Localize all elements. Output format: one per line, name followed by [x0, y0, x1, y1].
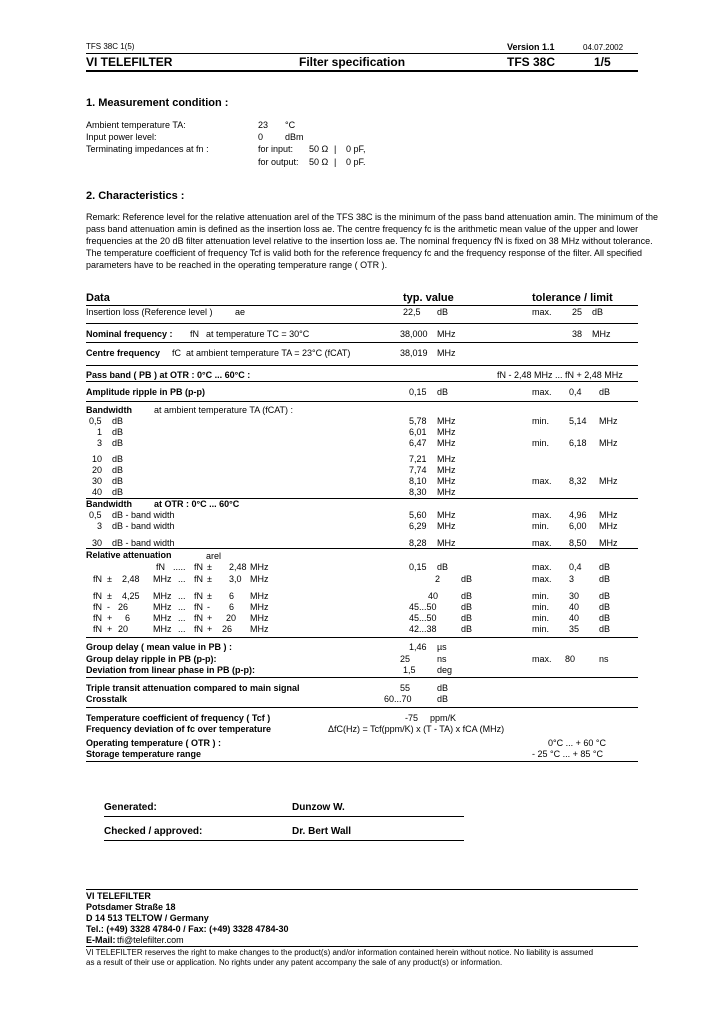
- nominal-cond: at temperature TC = 30°C: [206, 329, 310, 339]
- relatt-pm: +: [207, 624, 213, 634]
- relatt-lim: max.: [532, 574, 552, 584]
- footer-email-link[interactable]: tfi@telefilter.com: [117, 935, 184, 945]
- relatt-unit: dB: [461, 574, 473, 584]
- section1-heading: 1. Measurement condition :: [86, 97, 229, 109]
- relatt-unit: dB: [461, 591, 473, 601]
- insertion-loss-limval: 25: [572, 307, 583, 317]
- bw-amb-lvl: 3: [97, 438, 103, 448]
- ambient-temp-value: 23: [258, 120, 269, 130]
- ripple-label: Amplitude ripple in PB (p-p): [86, 387, 205, 397]
- relatt-limunit: dB: [599, 574, 611, 584]
- relatt-lim: min.: [532, 591, 550, 601]
- bw-amb-limunit: MHz: [599, 476, 618, 486]
- bw-amb-unit: MHz: [437, 416, 456, 426]
- relatt-val: 40: [428, 591, 439, 601]
- gd-label: Group delay ( mean value in PB ) :: [86, 642, 233, 652]
- bw-otr-limval: 8,50: [569, 538, 587, 548]
- bw-amb-cond: at ambient temperature TA (fCAT) :: [154, 405, 294, 415]
- relatt-fu: MHz: [250, 624, 269, 634]
- bw-amb-lim: max.: [532, 476, 552, 486]
- relatt-f2: fN: [194, 591, 203, 601]
- impedance-output-sep: |: [334, 157, 337, 167]
- generated-label: Generated:: [104, 802, 157, 813]
- bw-amb-lvl: 1: [97, 427, 103, 437]
- relatt-f1: fN: [93, 613, 102, 623]
- relatt-limval: 0,4: [569, 562, 582, 572]
- input-power-unit: dBm: [285, 132, 304, 142]
- bw-otr-lvl: 3: [97, 521, 103, 531]
- remark-line-3: frequencies at the 20 dB filter attenuation level relative to the insertion loss ae. The nominal frequency fN is fixed on 38 MHz without tolerance.: [86, 236, 653, 246]
- insertion-loss-unit: dB: [437, 307, 449, 317]
- relatt-f1: fN: [93, 602, 102, 612]
- ripple-limunit: dB: [599, 387, 611, 397]
- impedance-input-ohm: 50 Ω: [309, 144, 329, 154]
- relatt-f3: 6: [229, 591, 235, 601]
- bw-otr-label: Bandwidth: [86, 499, 132, 509]
- crosstalk-label: Crosstalk: [86, 694, 128, 704]
- relatt-fu: MHz: [250, 562, 269, 572]
- relatt-val: 45...50: [409, 602, 437, 612]
- bw-amb-lvl: 40: [92, 487, 103, 497]
- bw-amb-unit: MHz: [437, 427, 456, 437]
- relatt-dots: .....: [173, 562, 186, 572]
- bw-amb-unit: MHz: [437, 465, 456, 475]
- remark-line-4: The temperature coefficient of frequency Tcf is valid both for the reference frequency fc and the frequency response of the filter. All specified: [86, 248, 642, 258]
- relatt-fu: MHz: [250, 591, 269, 601]
- bw-otr-limval: 4,96: [569, 510, 587, 520]
- bw-amb-val: 6,47: [409, 438, 427, 448]
- remark-line-5: parameters have to be reached in the operating temperature range ( OTR ).: [86, 260, 388, 270]
- relatt-f1: fN: [93, 624, 102, 634]
- impedance-input-sep: |: [334, 144, 337, 154]
- impedance-output-label: for output:: [258, 157, 299, 167]
- bw-amb-unit: MHz: [437, 454, 456, 464]
- checked-name: Dr. Bert Wall: [292, 826, 352, 837]
- relatt-unit: dB: [461, 613, 473, 623]
- relatt-unit: dB: [461, 602, 473, 612]
- bw-amb-val: 6,01: [409, 427, 427, 437]
- relatt-limunit: dB: [599, 613, 611, 623]
- ripple-limval: 0,4: [569, 387, 582, 397]
- relatt-f0: 26: [118, 602, 129, 612]
- disclaimer-line-2: as a result of their use or application. No rights under any patent accompany the sale of any product(s) or information.: [86, 958, 503, 967]
- footer-company: VI TELEFILTER: [86, 891, 151, 901]
- input-power-value: 0: [258, 132, 264, 142]
- bw-otr-u: dB - band width: [112, 538, 175, 548]
- relatt-val: 45...50: [409, 613, 437, 623]
- col-data: Data: [86, 292, 110, 304]
- bw-otr-unit: MHz: [437, 510, 456, 520]
- page-number: 1/5: [594, 55, 611, 69]
- relatt-limval: 30: [569, 591, 580, 601]
- passband-label: Pass band ( PB ) at OTR : 0°C ... 60°C :: [86, 370, 251, 380]
- gd-ripple-limval: 80: [565, 654, 576, 664]
- storage-label: Storage temperature range: [86, 749, 202, 759]
- ripple-val: 0,15: [409, 387, 427, 397]
- relatt-lim: min.: [532, 624, 550, 634]
- disclaimer-line-1: VI TELEFILTER reserves the right to make changes to the product(s) and/or information contained herein without notice. No liability is assumed: [86, 948, 594, 957]
- relatt-val: 42...38: [409, 624, 437, 634]
- bw-otr-unit: MHz: [437, 538, 456, 548]
- relatt-limunit: dB: [599, 591, 611, 601]
- insertion-loss-sym: ae: [235, 307, 246, 317]
- gd-ripple-lim: max.: [532, 654, 552, 664]
- bw-amb-val: 5,78: [409, 416, 427, 426]
- bw-amb-u: dB: [112, 454, 124, 464]
- bw-amb-u: dB: [112, 465, 124, 475]
- gd-unit: µs: [437, 642, 447, 652]
- impedance-output-pf: 0 pF.: [346, 157, 366, 167]
- bw-otr-limunit: MHz: [599, 521, 618, 531]
- relatt-pm: ±: [207, 562, 212, 572]
- relatt-f1: fN: [156, 562, 165, 572]
- relatt-limval: 35: [569, 624, 580, 634]
- ambient-temp-unit: °C: [285, 120, 296, 130]
- bw-amb-lvl: 20: [92, 465, 103, 475]
- footer-city: D 14 513 TELTOW / Germany: [86, 913, 209, 923]
- triple-label: Triple transit attenuation compared to main signal: [86, 683, 300, 693]
- doc-ref: TFS 38C 1(5): [86, 42, 135, 51]
- centre-unit: MHz: [437, 348, 456, 358]
- checked-label: Checked / approved:: [104, 826, 203, 837]
- relatt-dots: ...: [178, 624, 186, 634]
- otr-range: 0°C ... + 60 °C: [548, 738, 606, 748]
- relatt-f2: fN: [194, 574, 203, 584]
- relatt-val: 0,15: [409, 562, 427, 572]
- footer-street: Potsdamer Straße 18: [86, 902, 176, 912]
- relatt-f3: 3,0: [229, 574, 242, 584]
- bw-amb-label: Bandwidth: [86, 405, 132, 415]
- generated-name: Dunzow W.: [292, 802, 345, 813]
- gd-ripple-val: 25: [400, 654, 411, 664]
- company-name: VI TELEFILTER: [86, 55, 173, 69]
- bw-amb-val: 7,21: [409, 454, 427, 464]
- col-typ: typ. value: [403, 292, 454, 304]
- relatt-lim: min.: [532, 613, 550, 623]
- gd-ripple-unit: ns: [437, 654, 447, 664]
- relatt-pm0: ±: [107, 574, 112, 584]
- gd-val: 1,46: [409, 642, 427, 652]
- bw-otr-lvl: 30: [92, 538, 103, 548]
- relatt-dots: ...: [178, 602, 186, 612]
- bw-amb-val: 8,10: [409, 476, 427, 486]
- relatt-lim: min.: [532, 602, 550, 612]
- bw-amb-limval: 5,14: [569, 416, 587, 426]
- relatt-pm0: +: [107, 613, 113, 623]
- product-name: TFS 38C: [507, 55, 556, 69]
- bw-amb-u: dB: [112, 476, 124, 486]
- footer-email-label: E-Mail:: [86, 935, 116, 945]
- nominal-val: 38,000: [400, 329, 428, 339]
- tcf-val: -75: [405, 713, 419, 723]
- insertion-loss-label: Insertion loss (Reference level ): [86, 307, 213, 317]
- freqdev-formula: ΔfC(Hz) = Tcf(ppm/K) x (T - TA) x fCA (MHz): [328, 724, 505, 734]
- relatt-fu: MHz: [250, 613, 269, 623]
- gd-ripple-limunit: ns: [599, 654, 609, 664]
- relatt-unit: dB: [437, 562, 449, 572]
- relatt-pm0: -: [107, 602, 110, 612]
- relatt-f3: 6: [229, 602, 235, 612]
- impedance-input-label: for input:: [258, 144, 294, 154]
- relatt-f3: 26: [222, 624, 233, 634]
- nominal-label: Nominal frequency :: [86, 329, 173, 339]
- relatt-sym: arel: [206, 551, 222, 561]
- relatt-f2: fN: [194, 613, 203, 623]
- centre-cond: at ambient temperature TA = 23°C (fCAT): [186, 348, 351, 358]
- tcf-label: Temperature coefficient of frequency ( Tcf ): [86, 713, 271, 723]
- bw-otr-val: 6,29: [409, 521, 427, 531]
- relatt-limval: 40: [569, 602, 580, 612]
- nominal-sym: fN: [190, 329, 199, 339]
- bw-amb-u: dB: [112, 416, 124, 426]
- relatt-dots: ...: [178, 613, 186, 623]
- relatt-limunit: dB: [599, 602, 611, 612]
- doc-title: Filter specification: [299, 55, 406, 69]
- bw-otr-unit: MHz: [437, 521, 456, 531]
- bw-amb-lvl: 30: [92, 476, 103, 486]
- bw-otr-lim: max.: [532, 510, 552, 520]
- relatt-f2: fN: [194, 602, 203, 612]
- bw-otr-lvl: 0,5: [89, 510, 102, 520]
- relatt-limunit: dB: [599, 624, 611, 634]
- relatt-f2: fN: [194, 624, 203, 634]
- bw-amb-val: 7,74: [409, 465, 427, 475]
- bw-amb-lim: min.: [532, 438, 550, 448]
- relatt-pm: -: [207, 602, 210, 612]
- phase-val: 1,5: [403, 665, 416, 675]
- tcf-unit: ppm/K: [430, 713, 457, 723]
- bw-amb-limunit: MHz: [599, 438, 618, 448]
- relatt-pm0: ±: [107, 591, 112, 601]
- passband-range: fN - 2,48 MHz ... fN + 2,48 MHz: [497, 370, 623, 380]
- nominal-limunit: MHz: [592, 329, 611, 339]
- phase-label: Deviation from linear phase in PB (p-p):: [86, 665, 256, 675]
- storage-range: - 25 °C ... + 85 °C: [532, 749, 603, 759]
- insertion-loss-val: 22,5: [403, 307, 421, 317]
- relatt-u0: MHz: [153, 624, 172, 634]
- relatt-f0: 6: [125, 613, 131, 623]
- relatt-unit: dB: [461, 624, 473, 634]
- relatt-pm: +: [207, 613, 213, 623]
- bw-amb-limval: 6,18: [569, 438, 587, 448]
- section2-heading: 2. Characteristics :: [86, 190, 185, 202]
- relatt-dots: ...: [178, 591, 186, 601]
- relatt-f3: 20: [226, 613, 237, 623]
- impedance-input-pf: 0 pF,: [346, 144, 366, 154]
- relatt-limval: 40: [569, 613, 580, 623]
- relatt-limval: 3: [569, 574, 575, 584]
- bw-otr-u: dB - band width: [112, 521, 175, 531]
- remark-line-2: pass band attenuation amin is defined as the insertion loss ae. The centre frequency fc is the arithmetic mean value of the upper and lower: [86, 224, 639, 234]
- bw-otr-lim: max.: [532, 538, 552, 548]
- relatt-pm: ±: [207, 591, 212, 601]
- triple-unit: dB: [437, 683, 449, 693]
- crosstalk-val: 60...70: [384, 694, 412, 704]
- triple-val: 55: [400, 683, 411, 693]
- centre-val: 38,019: [400, 348, 428, 358]
- otr-label: Operating temperature ( OTR ) :: [86, 738, 222, 748]
- relatt-f3: 2,48: [229, 562, 247, 572]
- relatt-fu: MHz: [250, 602, 269, 612]
- ripple-unit: dB: [437, 387, 449, 397]
- relatt-u0: MHz: [153, 591, 172, 601]
- bw-otr-val: 5,60: [409, 510, 427, 520]
- bw-amb-lvl: 0,5: [89, 416, 102, 426]
- nominal-limval: 38: [572, 329, 583, 339]
- bw-amb-lim: min.: [532, 416, 550, 426]
- bw-otr-limval: 6,00: [569, 521, 587, 531]
- centre-label: Centre frequency: [86, 348, 161, 358]
- centre-sym: fC: [172, 348, 181, 358]
- bw-amb-u: dB: [112, 438, 124, 448]
- relatt-lim: max.: [532, 562, 552, 572]
- bw-amb-limunit: MHz: [599, 416, 618, 426]
- relatt-u0: MHz: [153, 574, 172, 584]
- bw-otr-limunit: MHz: [599, 510, 618, 520]
- input-power-label: Input power level:: [86, 132, 157, 142]
- crosstalk-unit: dB: [437, 694, 449, 704]
- impedance-label: Terminating impedances at fn :: [86, 144, 209, 154]
- gd-ripple-label: Group delay ripple in PB (p-p):: [86, 654, 217, 664]
- bw-amb-u: dB: [112, 487, 124, 497]
- insertion-loss-limunit: dB: [592, 307, 604, 317]
- bw-otr-lim: min.: [532, 521, 550, 531]
- relatt-pm0: +: [107, 624, 113, 634]
- relatt-f0: 20: [118, 624, 129, 634]
- relatt-f0: 4,25: [122, 591, 140, 601]
- bw-amb-unit: MHz: [437, 487, 456, 497]
- freqdev-label: Frequency deviation of fc over temperature: [86, 724, 272, 734]
- bw-otr-limunit: MHz: [599, 538, 618, 548]
- footer-tel: Tel.: (+49) 3328 4784-0 / Fax: (+49) 3328 4784-30: [86, 924, 289, 934]
- bw-amb-limval: 8,32: [569, 476, 587, 486]
- relatt-fu: MHz: [250, 574, 269, 584]
- col-tol: tolerance / limit: [532, 292, 613, 304]
- phase-unit: deg: [437, 665, 453, 675]
- relatt-f0: 2,48: [122, 574, 140, 584]
- ambient-temp-label: Ambient temperature TA:: [86, 120, 186, 130]
- relatt-f1: fN: [93, 591, 102, 601]
- relatt-dots: ...: [178, 574, 186, 584]
- bw-amb-unit: MHz: [437, 476, 456, 486]
- remark-line-1: Remark: Reference level for the relative attenuation arel of the TFS 38C is the minimum of the pass band attenuation amin. The minimum of the: [86, 212, 658, 222]
- relatt-u0: MHz: [153, 613, 172, 623]
- date: 04.07.2002: [583, 43, 624, 52]
- relatt-val: 2: [435, 574, 441, 584]
- bw-amb-lvl: 10: [92, 454, 103, 464]
- relatt-f2: fN: [194, 562, 203, 572]
- impedance-output-ohm: 50 Ω: [309, 157, 329, 167]
- bw-otr-cond: at OTR : 0°C ... 60°C: [154, 499, 240, 509]
- nominal-unit: MHz: [437, 329, 456, 339]
- bw-amb-u: dB: [112, 427, 124, 437]
- relatt-u0: MHz: [153, 602, 172, 612]
- bw-otr-val: 8,28: [409, 538, 427, 548]
- relatt-f1: fN: [93, 574, 102, 584]
- bw-otr-u: dB - band width: [112, 510, 175, 520]
- insertion-loss-lim: max.: [532, 307, 552, 317]
- relatt-pm: ±: [207, 574, 212, 584]
- bw-amb-val: 8,30: [409, 487, 427, 497]
- relatt-label: Relative attenuation: [86, 550, 172, 560]
- ripple-lim: max.: [532, 387, 552, 397]
- relatt-limunit: dB: [599, 562, 611, 572]
- version: Version 1.1: [507, 42, 555, 52]
- bw-amb-unit: MHz: [437, 438, 456, 448]
